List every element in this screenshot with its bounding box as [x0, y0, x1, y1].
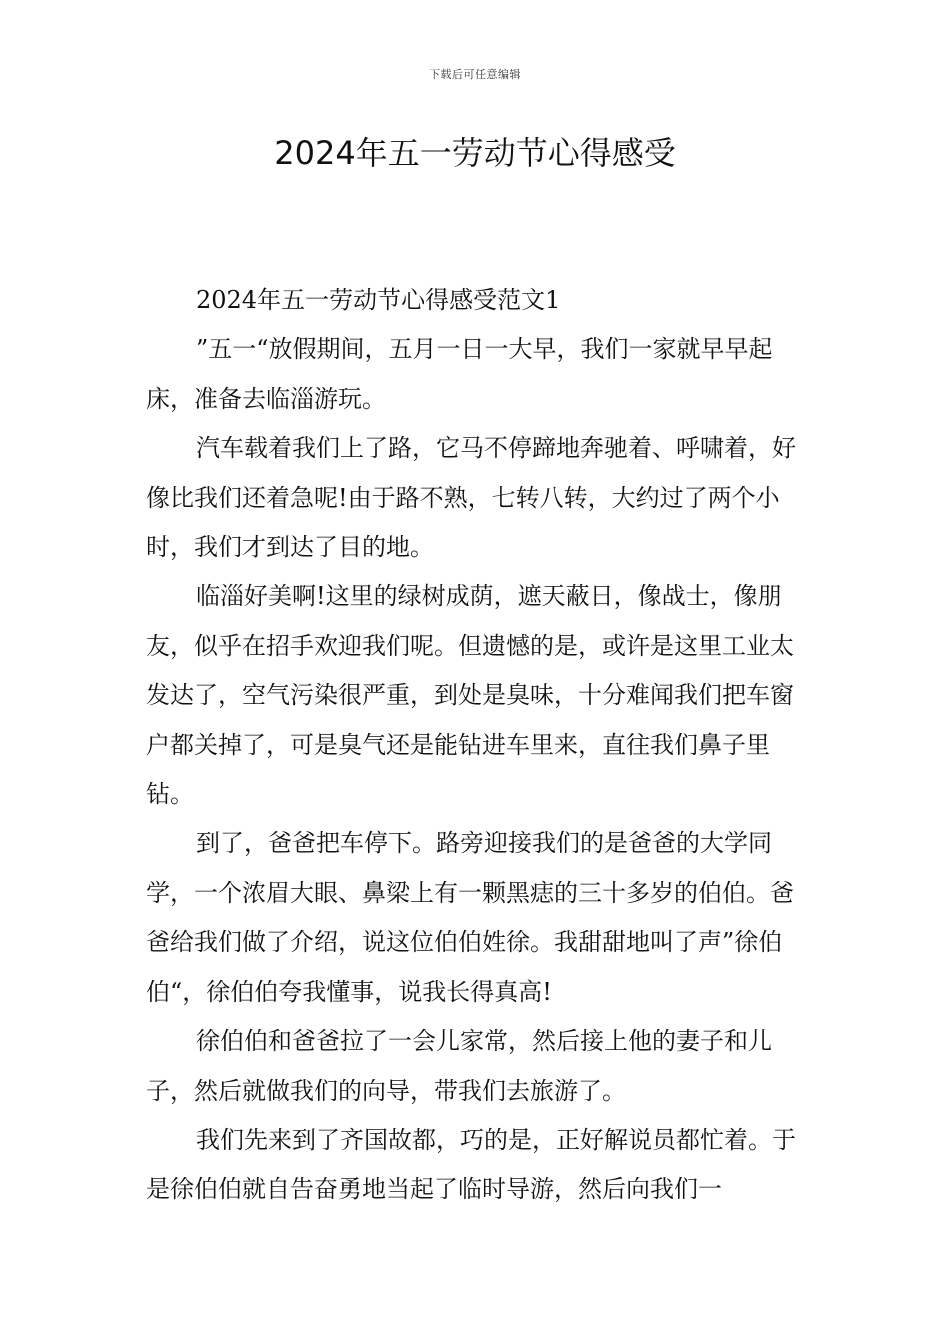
paragraph: 临淄好美啊!这里的绿树成荫，遮天蔽日，像战士，像朋友，似乎在招手欢迎我们呢。但遗憾的是，或许是这里工业太发达了，空气污染很严重，到处是臭味，十分难闻我们把车窗户都关掉了，可是臭气还是能钻进车里来，直往我们鼻子里钻。	[146, 582, 794, 809]
paragraph: 汽车载着我们上了路，它马不停蹄地奔驰着、呼啸着，好像比我们还着急呢!由于路不熟，七转八转，大约过了两个小时，我们才到达了目的地。	[146, 434, 796, 562]
header-note: 下载后可任意编辑	[429, 68, 521, 81]
paragraph: 徐伯伯和爸爸拉了一会儿家常，然后接上他的妻子和儿子，然后就做我们的向导，带我们去旅游了。	[146, 1027, 772, 1105]
document-title: 2024年五一劳动节心得感受	[274, 134, 676, 172]
document-body	[146, 276, 814, 1215]
paragraph: 我们先来到了齐国故都，巧的是，正好解说员都忙着。于是徐伯伯就自告奋勇地当起了临时导游，然后向我们一	[146, 1125, 796, 1204]
paragraph-subtitle: 2024年五一劳动节心得感受范文1	[196, 286, 561, 314]
paragraph: ”五一“放假期间，五月一日一大早，我们一家就早早起床，准备去临淄游玩。	[146, 335, 773, 413]
paragraph: 到了，爸爸把车停下。路旁迎接我们的是爸爸的大学同学，一个浓眉大眼、鼻梁上有一颗黑痣的三十多岁的伯伯。爸爸给我们做了介绍，说这位伯伯姓徐。我甜甜地叫了声”徐伯伯“，徐伯伯夸我懂事，说我长得真高!	[146, 829, 794, 1006]
